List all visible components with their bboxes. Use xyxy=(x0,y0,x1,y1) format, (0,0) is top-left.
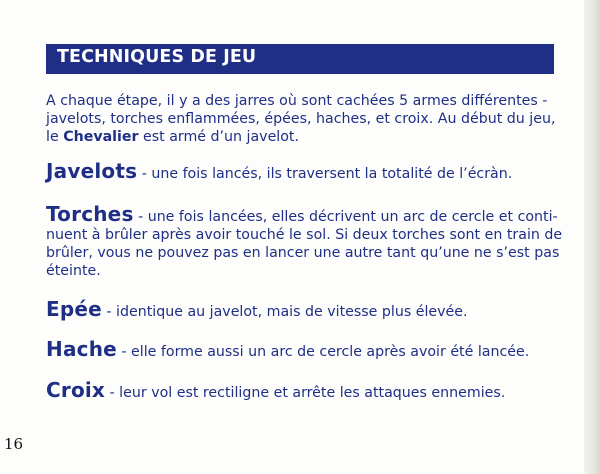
weapon-entry-epee xyxy=(46,297,558,321)
weapon-term: Hache xyxy=(46,337,117,361)
weapon-term: Javelots xyxy=(46,159,138,183)
weapon-term: Epée xyxy=(46,297,102,321)
weapon-description: - identique au javelot, mais de vitesse plus élevée. xyxy=(101,304,468,320)
intro-text: le xyxy=(46,129,64,145)
weapon-entry-hache xyxy=(46,337,558,361)
intro-line: A chaque étape, il y a des jarres où sont cachées 5 armes différentes - xyxy=(46,93,548,109)
weapon-line xyxy=(46,337,558,361)
page-edge xyxy=(584,0,600,474)
weapon-description: - une fois lancés, ils traversent la totalité de l’écràn. xyxy=(137,166,513,182)
weapon-term: Torches xyxy=(46,202,134,226)
weapon-entry-torches xyxy=(46,202,563,280)
weapon-line xyxy=(46,297,558,321)
weapon-description: - leur vol est rectiligne et arrête les attaques ennemies. xyxy=(105,385,506,401)
weapon-entry-javelots xyxy=(46,159,558,183)
intro-paragraph xyxy=(46,92,558,146)
intro-text: est armé d’un javelot. xyxy=(138,129,300,145)
weapon-description: nuent à brûler après avoir touché le sol. Si deux torches sont en train de xyxy=(46,227,563,243)
weapon-line xyxy=(46,159,558,183)
weapon-description: - elle forme aussi un arc de cercle après avoir été lancée. xyxy=(116,344,530,360)
weapon-entry-croix xyxy=(46,378,558,402)
intro-line xyxy=(46,128,558,146)
intro-line: javelots, torches enflammées, épées, haches, et croix. Au début du jeu, xyxy=(46,111,556,127)
weapon-description: - une fois lancées, elles décrivent un arc de cercle et conti- xyxy=(133,209,558,225)
weapon-line xyxy=(46,378,558,402)
section-title: TECHNIQUES DE JEU xyxy=(57,47,257,67)
section-header xyxy=(46,44,554,74)
weapon-term: Croix xyxy=(46,378,106,402)
weapon-description: brûler, vous ne pouvez pas en lancer une autre tant qu’une ne s’est pas xyxy=(46,245,560,261)
weapon-line xyxy=(46,202,558,226)
weapon-description: éteinte. xyxy=(46,263,101,279)
page-number: 16 xyxy=(4,435,24,453)
character-name: Chevalier xyxy=(63,129,139,145)
